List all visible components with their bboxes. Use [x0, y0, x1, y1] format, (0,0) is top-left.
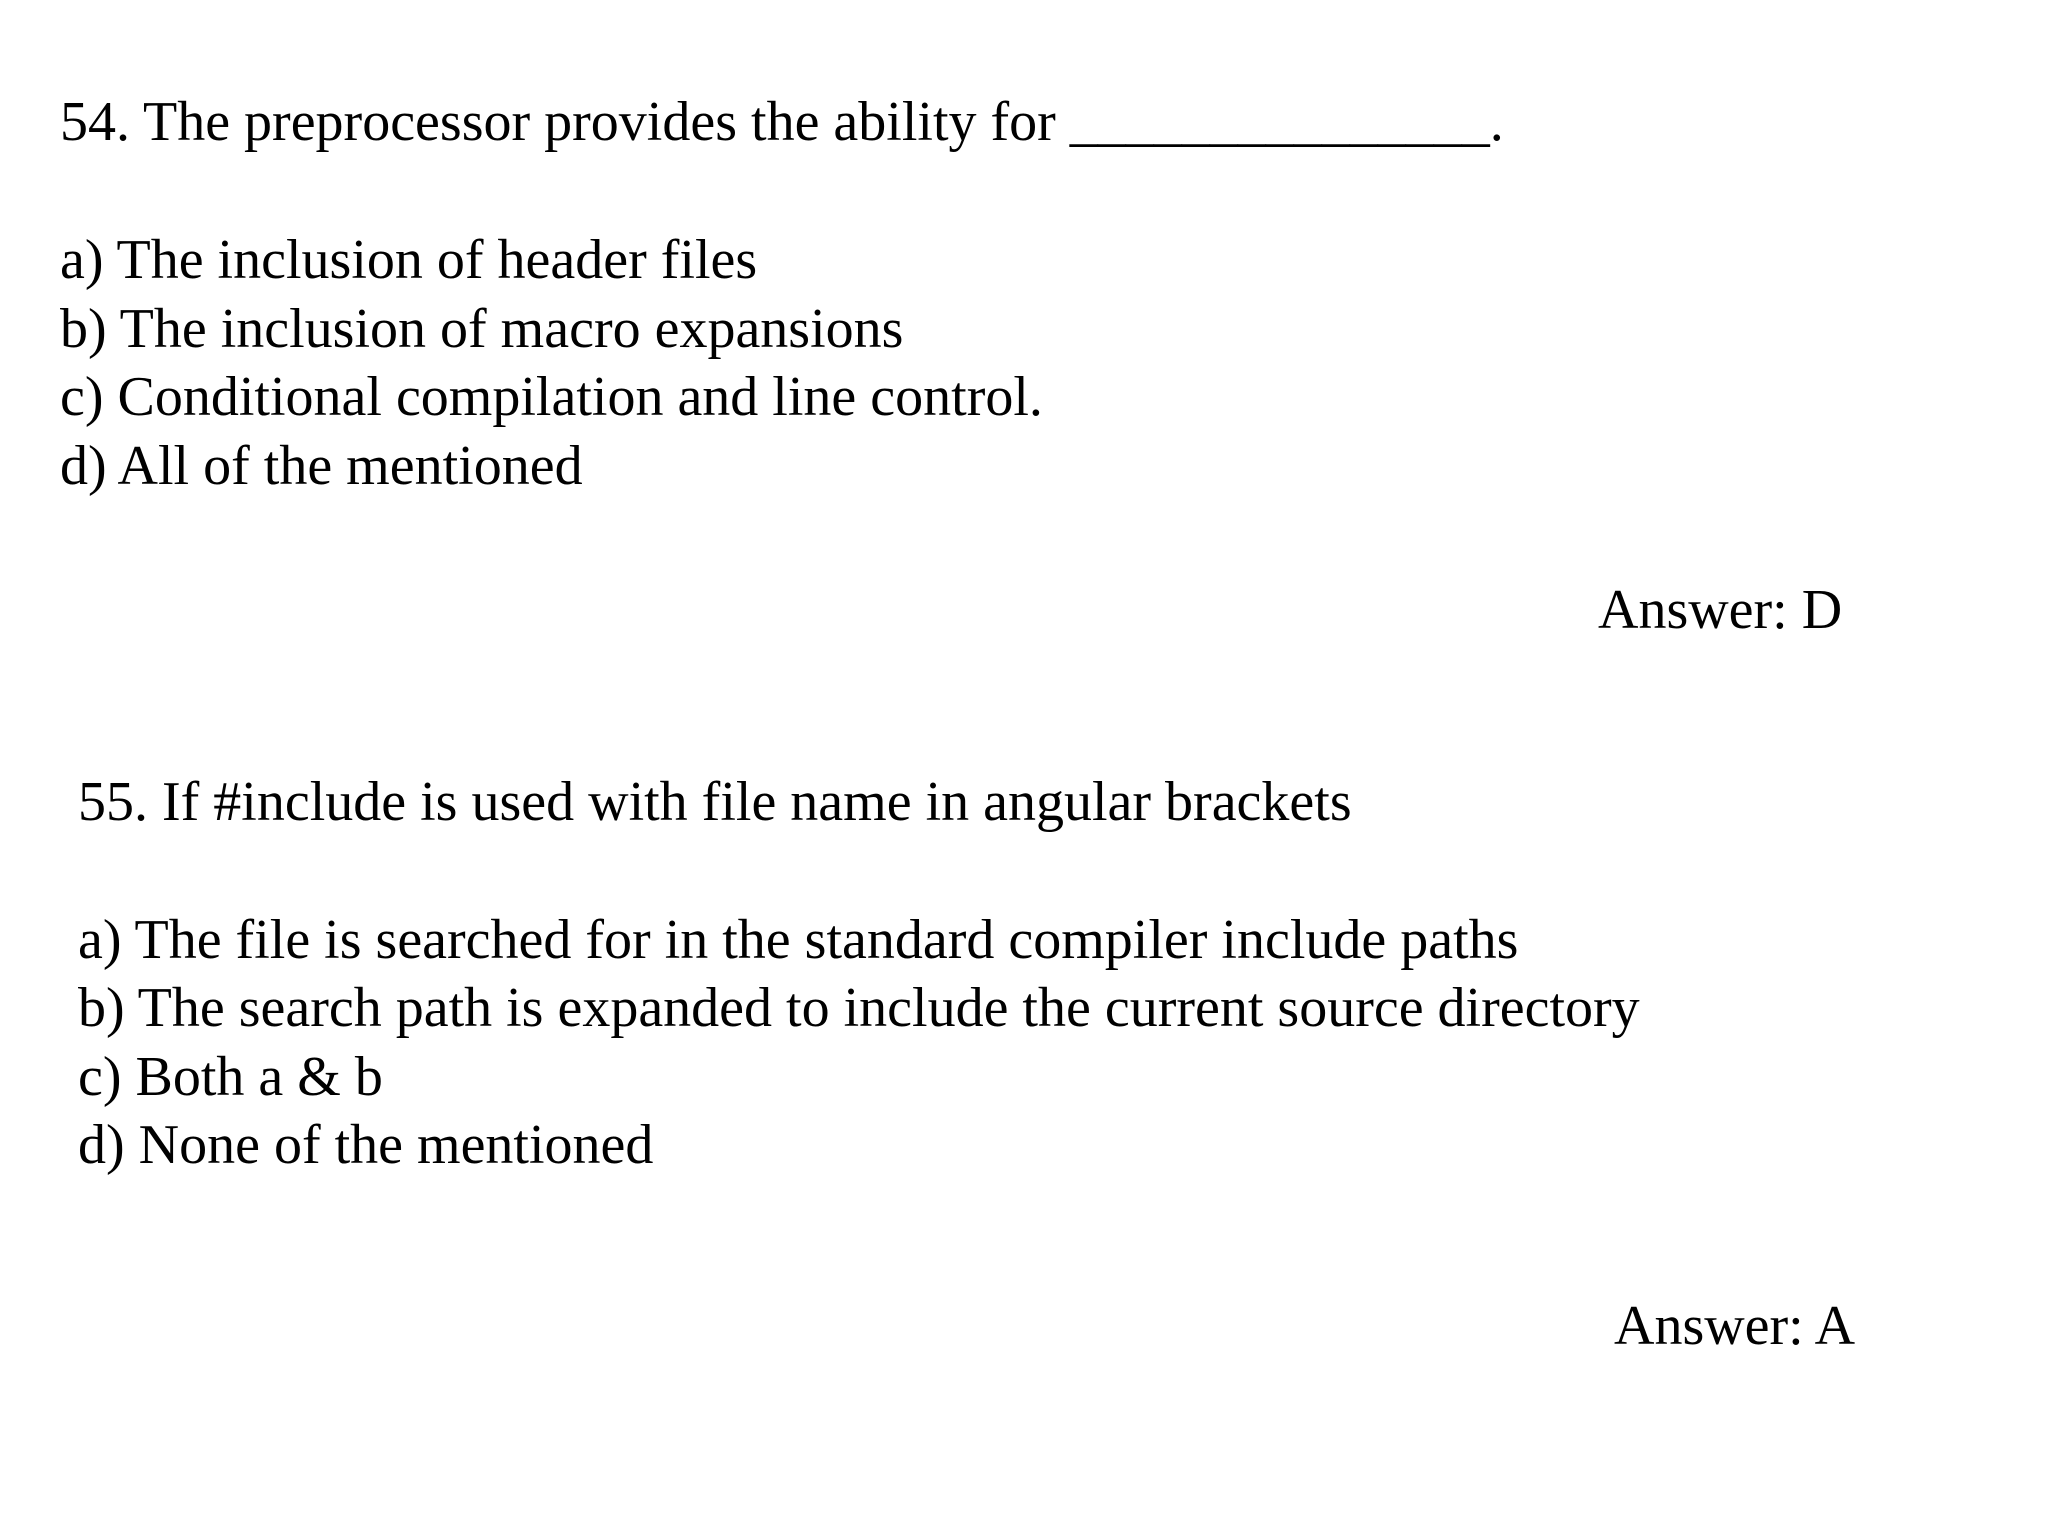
question-55-option-a: a) The file is searched for in the standard compiler include paths — [78, 909, 1519, 971]
question-55-option-b: b) The search path is expanded to include the current source directory — [78, 977, 1640, 1039]
question-54-answer: Answer: D — [1598, 579, 1843, 641]
question-55-answer: Answer: A — [1614, 1295, 1856, 1357]
question-54-option-a: a) The inclusion of header files — [60, 229, 758, 291]
question-54-option-c: c) Conditional compilation and line control. — [60, 366, 1043, 428]
question-54-option-b: b) The inclusion of macro expansions — [60, 298, 904, 360]
question-55-title: 55. If #include is used with file name in angular brackets — [78, 771, 1352, 833]
question-54-title: 54. The preprocessor provides the ability for _______________. — [60, 91, 1504, 153]
question-55-option-c: c) Both a & b — [78, 1046, 383, 1108]
question-54-option-d: d) All of the mentioned — [60, 435, 583, 497]
question-55-option-d: d) None of the mentioned — [78, 1114, 654, 1176]
